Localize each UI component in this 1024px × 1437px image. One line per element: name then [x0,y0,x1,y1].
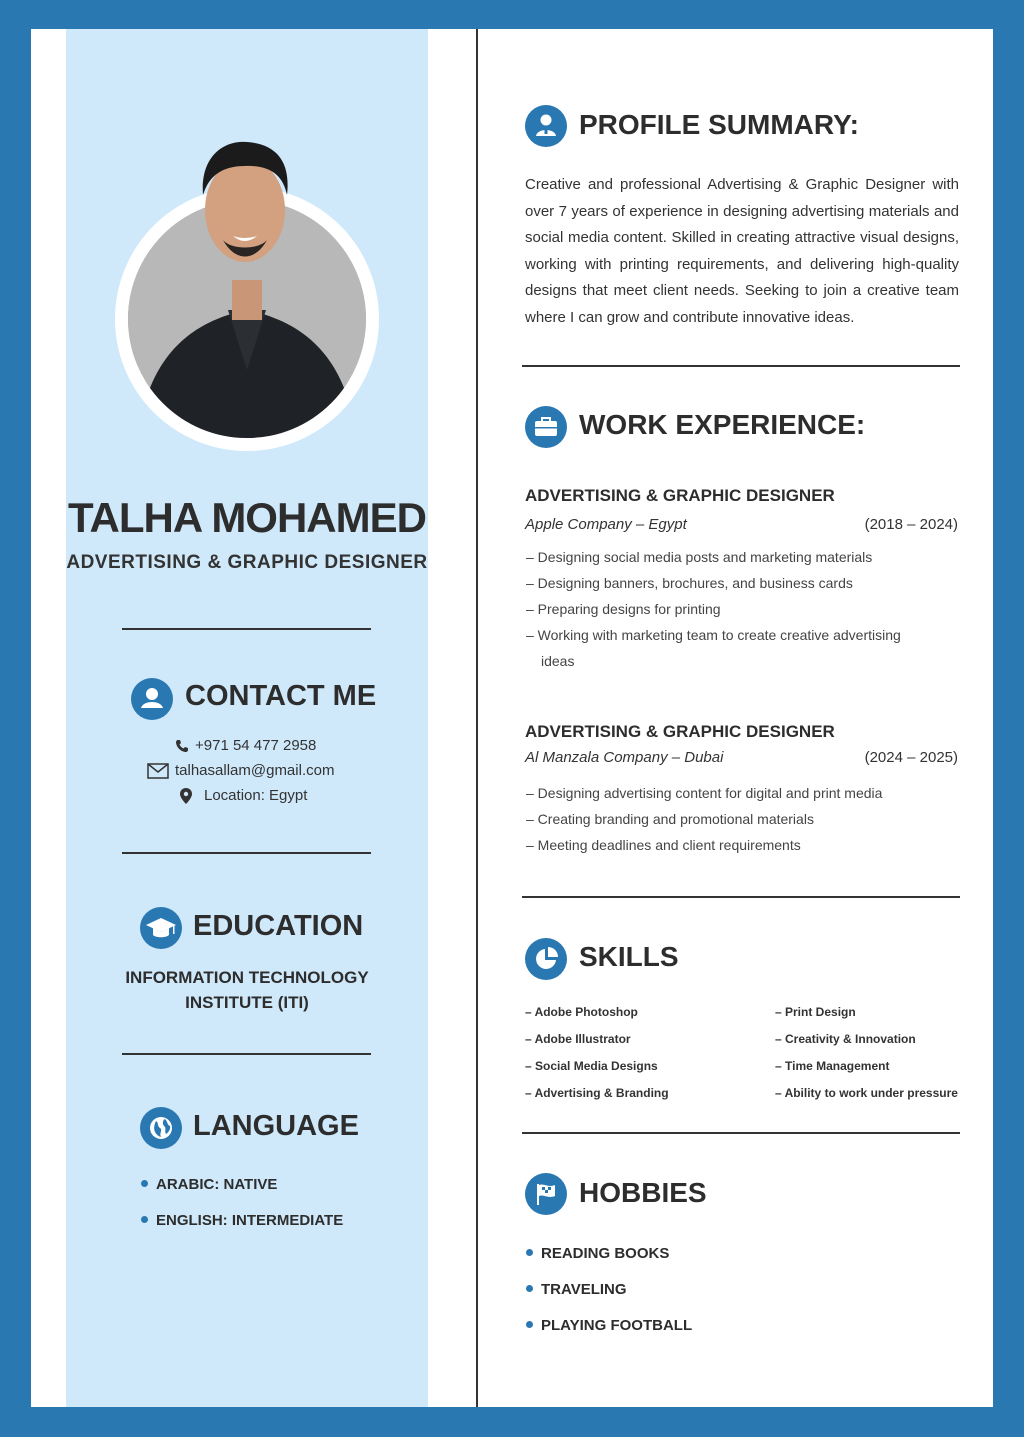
skill-item: – Print Design [775,1005,856,1019]
skill-item: – Time Management [775,1059,890,1073]
job-task: ideas [541,653,575,669]
hobby-label: READING BOOKS [541,1245,670,1262]
job-task: – Designing advertising content for digital and print media [526,785,883,801]
mail-icon [147,763,169,779]
skill-item: – Social Media Designs [525,1059,658,1073]
job-task: – Designing social media posts and marketing materials [526,549,873,565]
job-task: – Working with marketing team to create creative advertising [526,627,901,643]
phone-icon [175,739,189,753]
hobby-label: TRAVELING [541,1281,627,1298]
divider [122,1053,371,1055]
job-task: – Meeting deadlines and client requirements [526,837,801,853]
language-heading: LANGUAGE [193,1110,359,1142]
divider [522,365,960,367]
job-task: – Creating branding and promotional materials [526,811,814,827]
email-line [147,762,334,779]
skill-item: – Advertising & Branding [525,1086,669,1100]
location-pin-icon [180,788,192,804]
person-icon [131,678,173,720]
email-address: talhasallam@gmail.com [175,762,335,779]
skill-item: – Adobe Illustrator [525,1032,631,1046]
job-title: ADVERTISING & GRAPHIC DESIGNER [525,722,835,741]
hobby-label: PLAYING FOOTBALL [541,1317,693,1334]
job-company: Al Manzala Company – Dubai [525,749,724,766]
work-heading: WORK EXPERIENCE: [579,409,866,440]
candidate-title: ADVERTISING & GRAPHIC DESIGNER [66,552,428,573]
divider [522,1132,960,1134]
education-line-2: INSTITUTE (ITI) [185,993,309,1012]
language-item-label: ENGLISH: INTERMEDIATE [156,1212,344,1229]
skill-item: – Ability to work under pressure [775,1086,958,1100]
profile-heading: PROFILE SUMMARY: [579,109,859,140]
phone-number: +971 54 477 2958 [195,737,317,754]
profile-summary: Creative and professional Advertising & Graphic Designer with over 7 years of experience in designing advertising materials and social media content. Skilled in creating attractive visual designs, working with printing requirements, and delivering high-quality designs that meet client needs. Seeking to join a creative team where I can grow and contribute innovative ideas. [525,176,959,326]
language-item-label: ARABIC: NATIVE [156,1176,278,1193]
language-item [141,1176,277,1193]
job-company: Apple Company – Egypt [525,516,687,533]
profile-head [195,140,295,280]
location-text: Location: Egypt [204,787,308,804]
education-heading: EDUCATION [193,910,364,942]
hobby-item [526,1245,669,1262]
job-task: – Designing banners, brochures, and business cards [526,575,853,591]
skill-item: – Creativity & Innovation [775,1032,916,1046]
job-task: – Preparing designs for printing [526,601,721,617]
globe-icon [140,1107,182,1149]
hobby-item [526,1281,627,1298]
candidate-name: TALHA MOHAMED [68,494,426,541]
phone-line [175,737,316,754]
divider [122,852,371,854]
hobbies-heading: HOBBIES [579,1177,707,1208]
job-title: ADVERTISING & GRAPHIC DESIGNER [525,486,835,505]
divider [522,896,960,898]
job-dates: (2018 – 2024) [864,516,958,533]
divider [122,628,371,630]
job-dates: (2024 – 2025) [864,749,958,766]
language-item [141,1212,343,1229]
column-divider [476,29,478,1407]
briefcase-icon [525,406,567,448]
person-badge-icon [525,105,567,147]
skill-item: – Adobe Photoshop [525,1005,638,1019]
skills-heading: SKILLS [579,941,679,972]
hobby-item [526,1317,692,1334]
education-line-1: INFORMATION TECHNOLOGY [125,968,369,987]
contact-heading: CONTACT ME [185,680,377,712]
location-line [180,787,307,804]
pie-chart-icon [525,938,567,980]
graduation-cap-icon [140,907,182,949]
flag-icon [525,1173,567,1215]
